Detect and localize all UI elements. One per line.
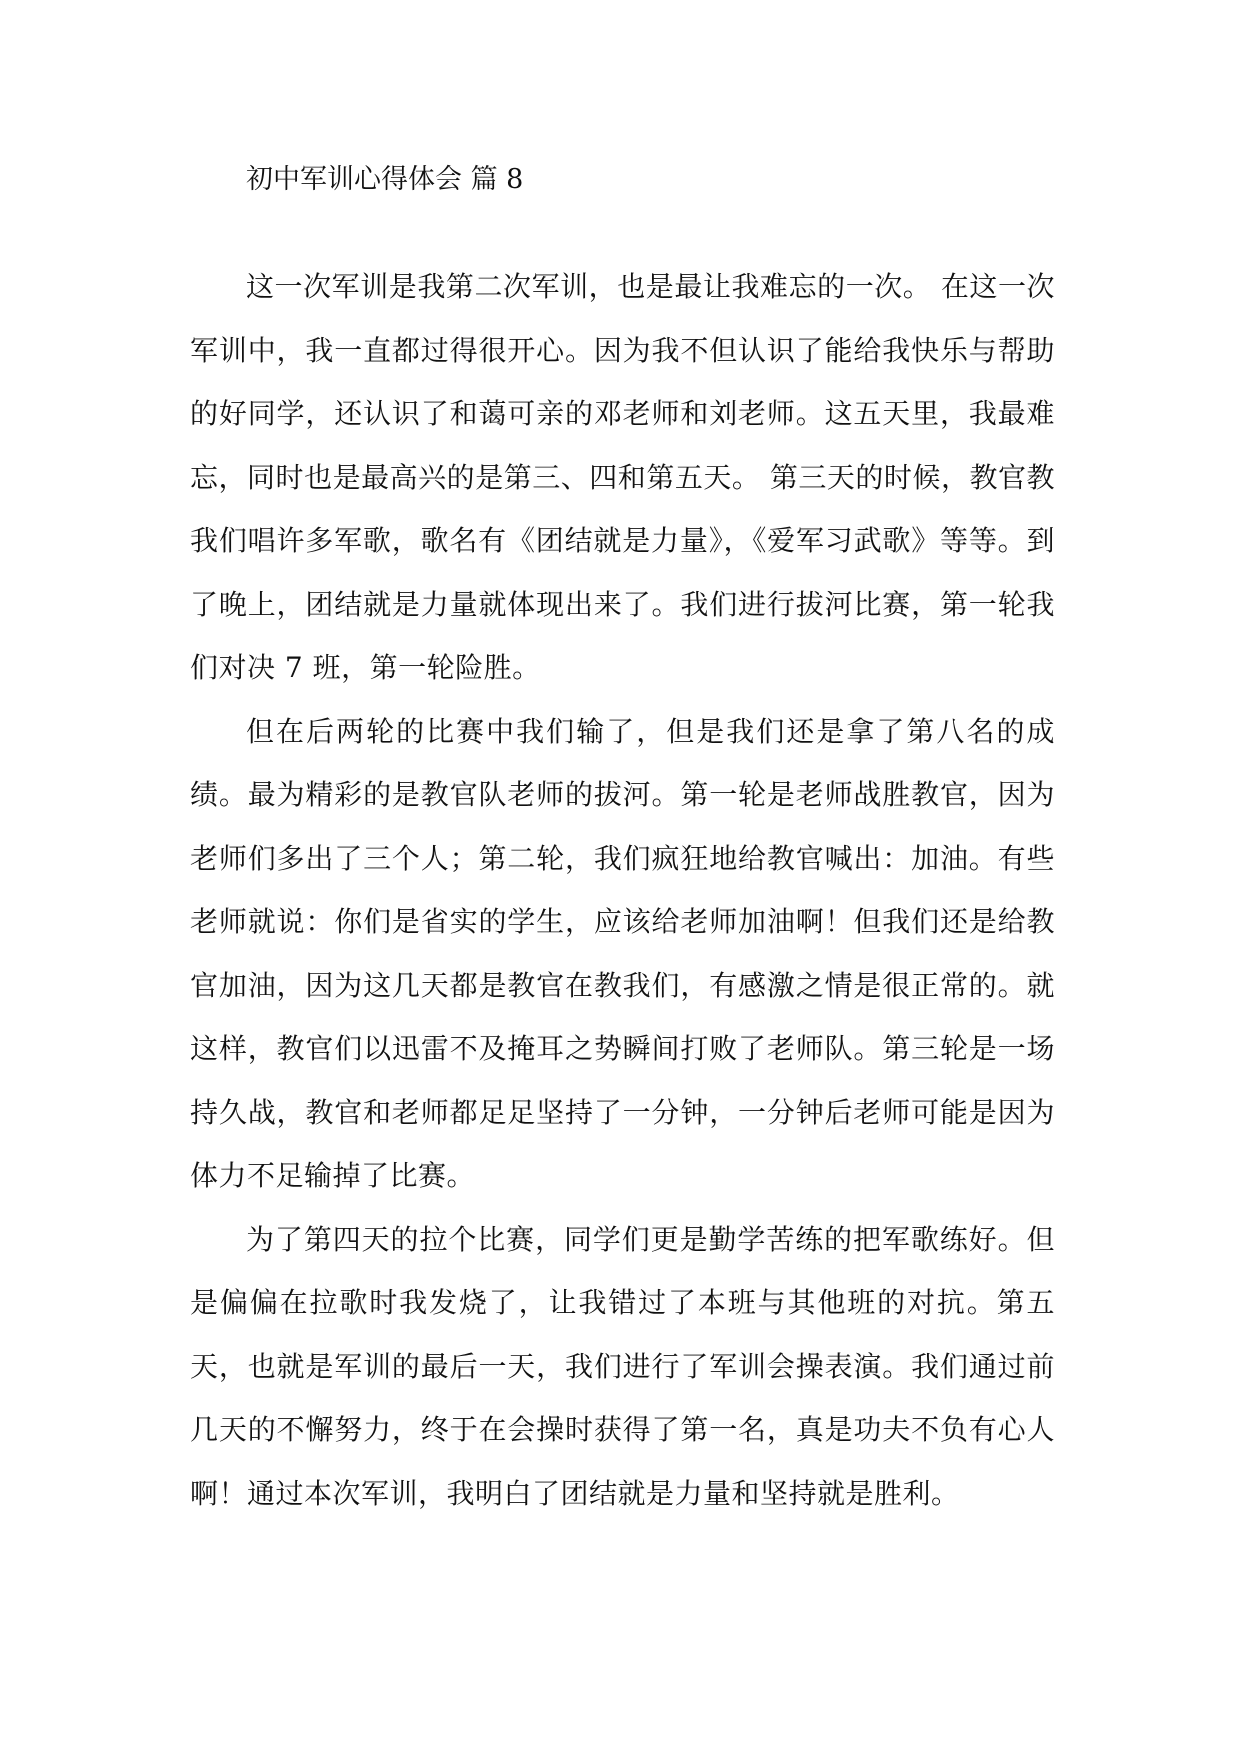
document-body [190,255,1055,1525]
paragraph-3: 为了第四天的拉个比赛，同学们更是勤学苦练的把军歌练好。但是偏偏在拉歌时我发烧了，让我错过了本班与其他班的对抗。第五天，也就是军训的最后一天，我们进行了军训会操表演。我们通过前几天的不懈努力，终于在会操时获得了第一名，真是功夫不负有心人啊！通过本次军训，我明白了团结就是力量和坚持就是胜利。 [190,1222,1055,1510]
document-title: 初中军训心得体会 篇 8 [246,164,524,195]
paragraph-2: 但在后两轮的比赛中我们输了，但是我们还是拿了第八名的成绩。最为精彩的是教官队老师的拔河。第一轮是老师战胜教官，因为老师们多出了三个人；第二轮，我们疯狂地给教官喊出：加油。有些老师就说：你们是省实的学生，应该给老师加油啊！但我们还是给教官加油，因为这几天都是教官在教我们，有感激之情是很正常的。就这样，教官们以迅雷不及掩耳之势瞬间打败了老师队。第三轮是一场持久战，教官和老师都足足坚持了一分钟，一分钟后老师可能是因为体力不足输掉了比赛。 [190,714,1055,1192]
paragraph-1: 这一次军训是我第二次军训，也是最让我难忘的一次。 在这一次军训中，我一直都过得很开心。因为我不但认识了能给我快乐与帮助的好同学，还认识了和蔼可亲的邓老师和刘老师。这五天里，我最难忘，同时也是最高兴的是第三、四和第五天。 第三天的时候，教官教我们唱许多军歌，歌名有《团结就是力量》，《爱军习武歌》等等。到了晚上，团结就是力量就体现出来了。我们进行拔河比赛，第一轮我们对决 7 班，第一轮险胜。 [190,270,1055,684]
